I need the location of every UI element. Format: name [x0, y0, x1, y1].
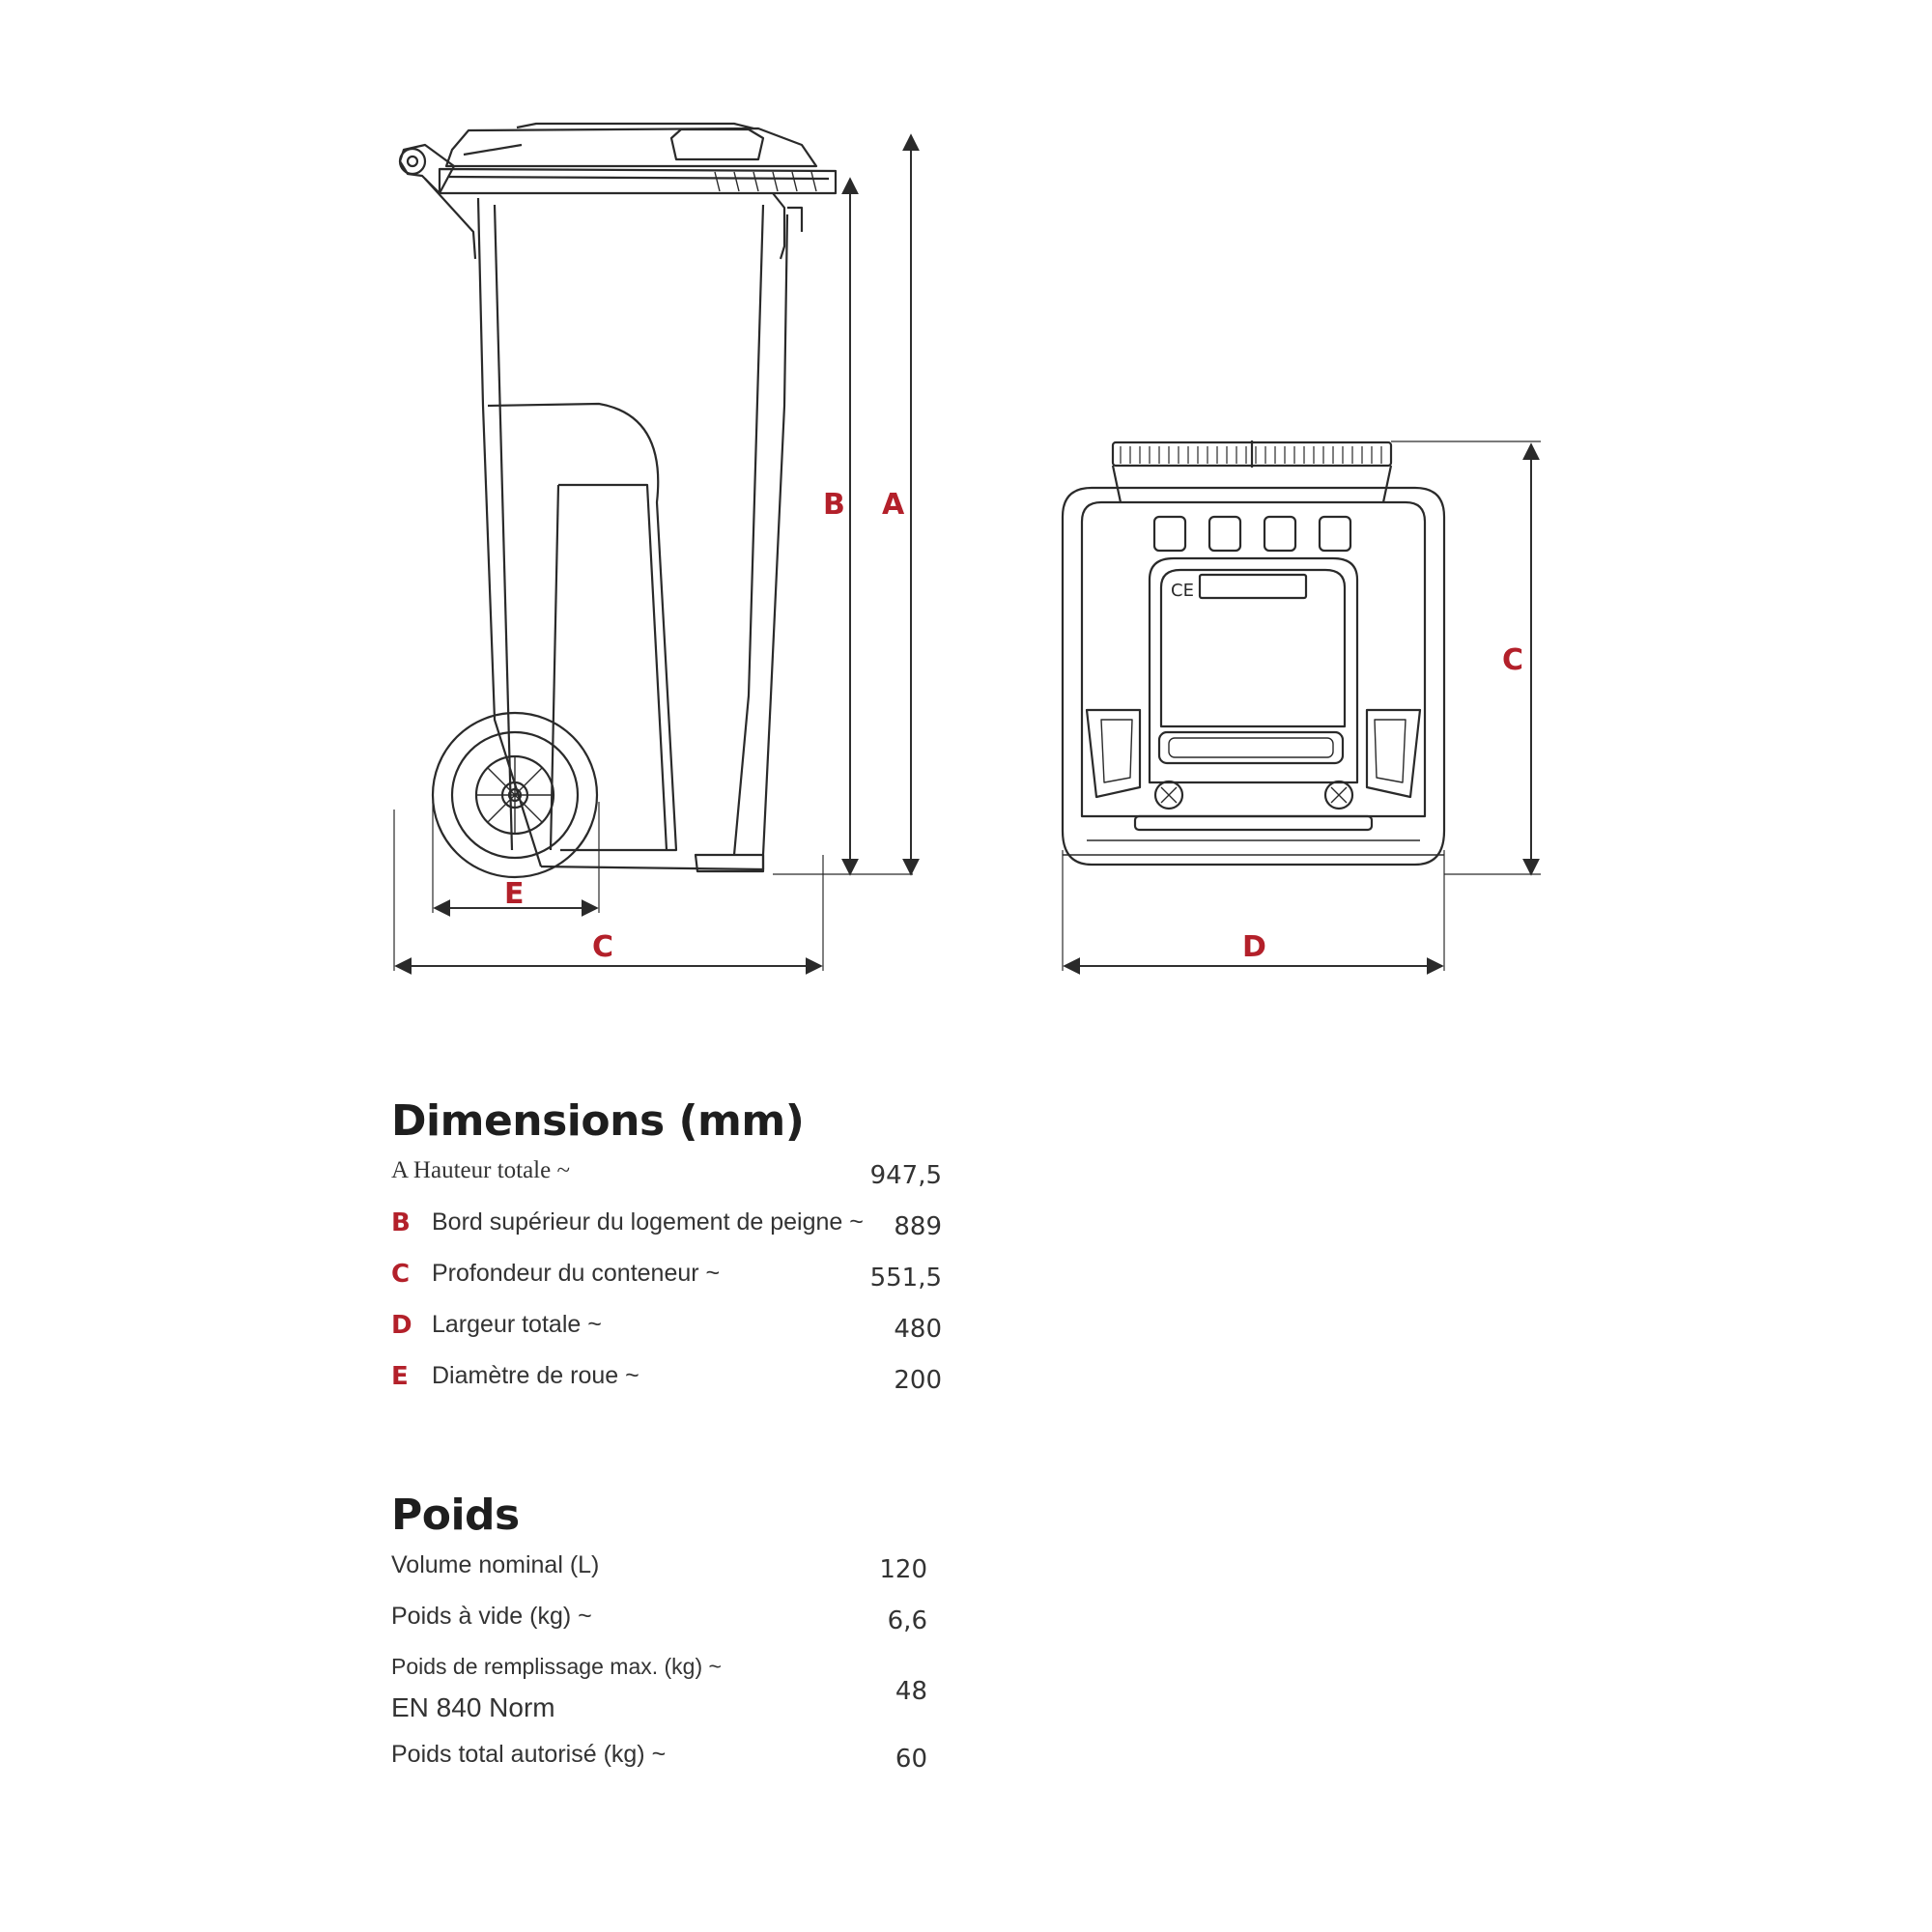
dimension-code: B — [391, 1208, 411, 1237]
poids-label: Poids total autorisé (kg) ~ — [391, 1741, 667, 1768]
poids-row — [391, 1648, 956, 1735]
poids-section — [391, 1491, 956, 1786]
dimension-value: 480 — [894, 1315, 942, 1344]
dim-letter-d: D — [1242, 930, 1266, 964]
dimension-label: Profondeur du conteneur ~ — [432, 1260, 721, 1287]
dim-letter-a: A — [882, 488, 905, 522]
poids-label: Poids à vide (kg) ~ — [391, 1603, 592, 1630]
poids-row — [391, 1546, 956, 1597]
dimension-code: D — [391, 1311, 412, 1340]
poids-row — [391, 1597, 956, 1648]
dimension-row-e — [391, 1356, 971, 1407]
side-view — [400, 124, 836, 877]
dim-letter-c-side: C — [592, 930, 614, 964]
front-dimension-lines — [1063, 441, 1541, 971]
poids-row — [391, 1735, 956, 1786]
dimension-row-c — [391, 1254, 971, 1305]
dim-letter-b: B — [823, 488, 845, 522]
poids-label: Poids de remplissage max. (kg) ~ — [391, 1654, 722, 1679]
dimension-code: C — [391, 1260, 411, 1289]
dimension-code: E — [391, 1362, 409, 1391]
poids-title: Poids — [391, 1491, 520, 1540]
dimensions-title: Dimensions (mm) — [391, 1096, 805, 1146]
front-view — [1063, 440, 1444, 865]
dimension-label: Diamètre de roue ~ — [432, 1362, 639, 1389]
poids-value: 6,6 — [887, 1606, 927, 1635]
poids-value: 60 — [895, 1745, 927, 1774]
dim-letter-e: E — [504, 877, 525, 911]
dimension-row-b — [391, 1203, 971, 1254]
side-dimension-lines — [394, 135, 913, 971]
ce-mark: CE — [1171, 581, 1194, 601]
dimension-value: 889 — [894, 1212, 942, 1241]
dimension-label: Bord supérieur du logement de peigne ~ — [432, 1208, 864, 1236]
dimensions-table — [391, 1151, 971, 1407]
poids-value: 48 — [895, 1677, 927, 1706]
poids-value: 120 — [879, 1555, 927, 1584]
poids-sublabel: EN 840 Norm — [391, 1692, 555, 1722]
dimension-value: 551,5 — [869, 1264, 942, 1293]
dimension-label: A Hauteur totale ~ — [391, 1157, 570, 1183]
dimension-value: 200 — [894, 1366, 942, 1395]
dimension-row-d — [391, 1305, 971, 1356]
poids-table — [391, 1546, 956, 1786]
dimension-row-a — [391, 1151, 971, 1203]
dimension-value: 947,5 — [869, 1161, 942, 1190]
poids-label: Volume nominal (L) — [391, 1551, 600, 1578]
dim-letter-c-front: C — [1502, 643, 1524, 677]
dimension-label: Largeur totale ~ — [432, 1311, 602, 1338]
dimensions-section — [391, 1096, 971, 1407]
